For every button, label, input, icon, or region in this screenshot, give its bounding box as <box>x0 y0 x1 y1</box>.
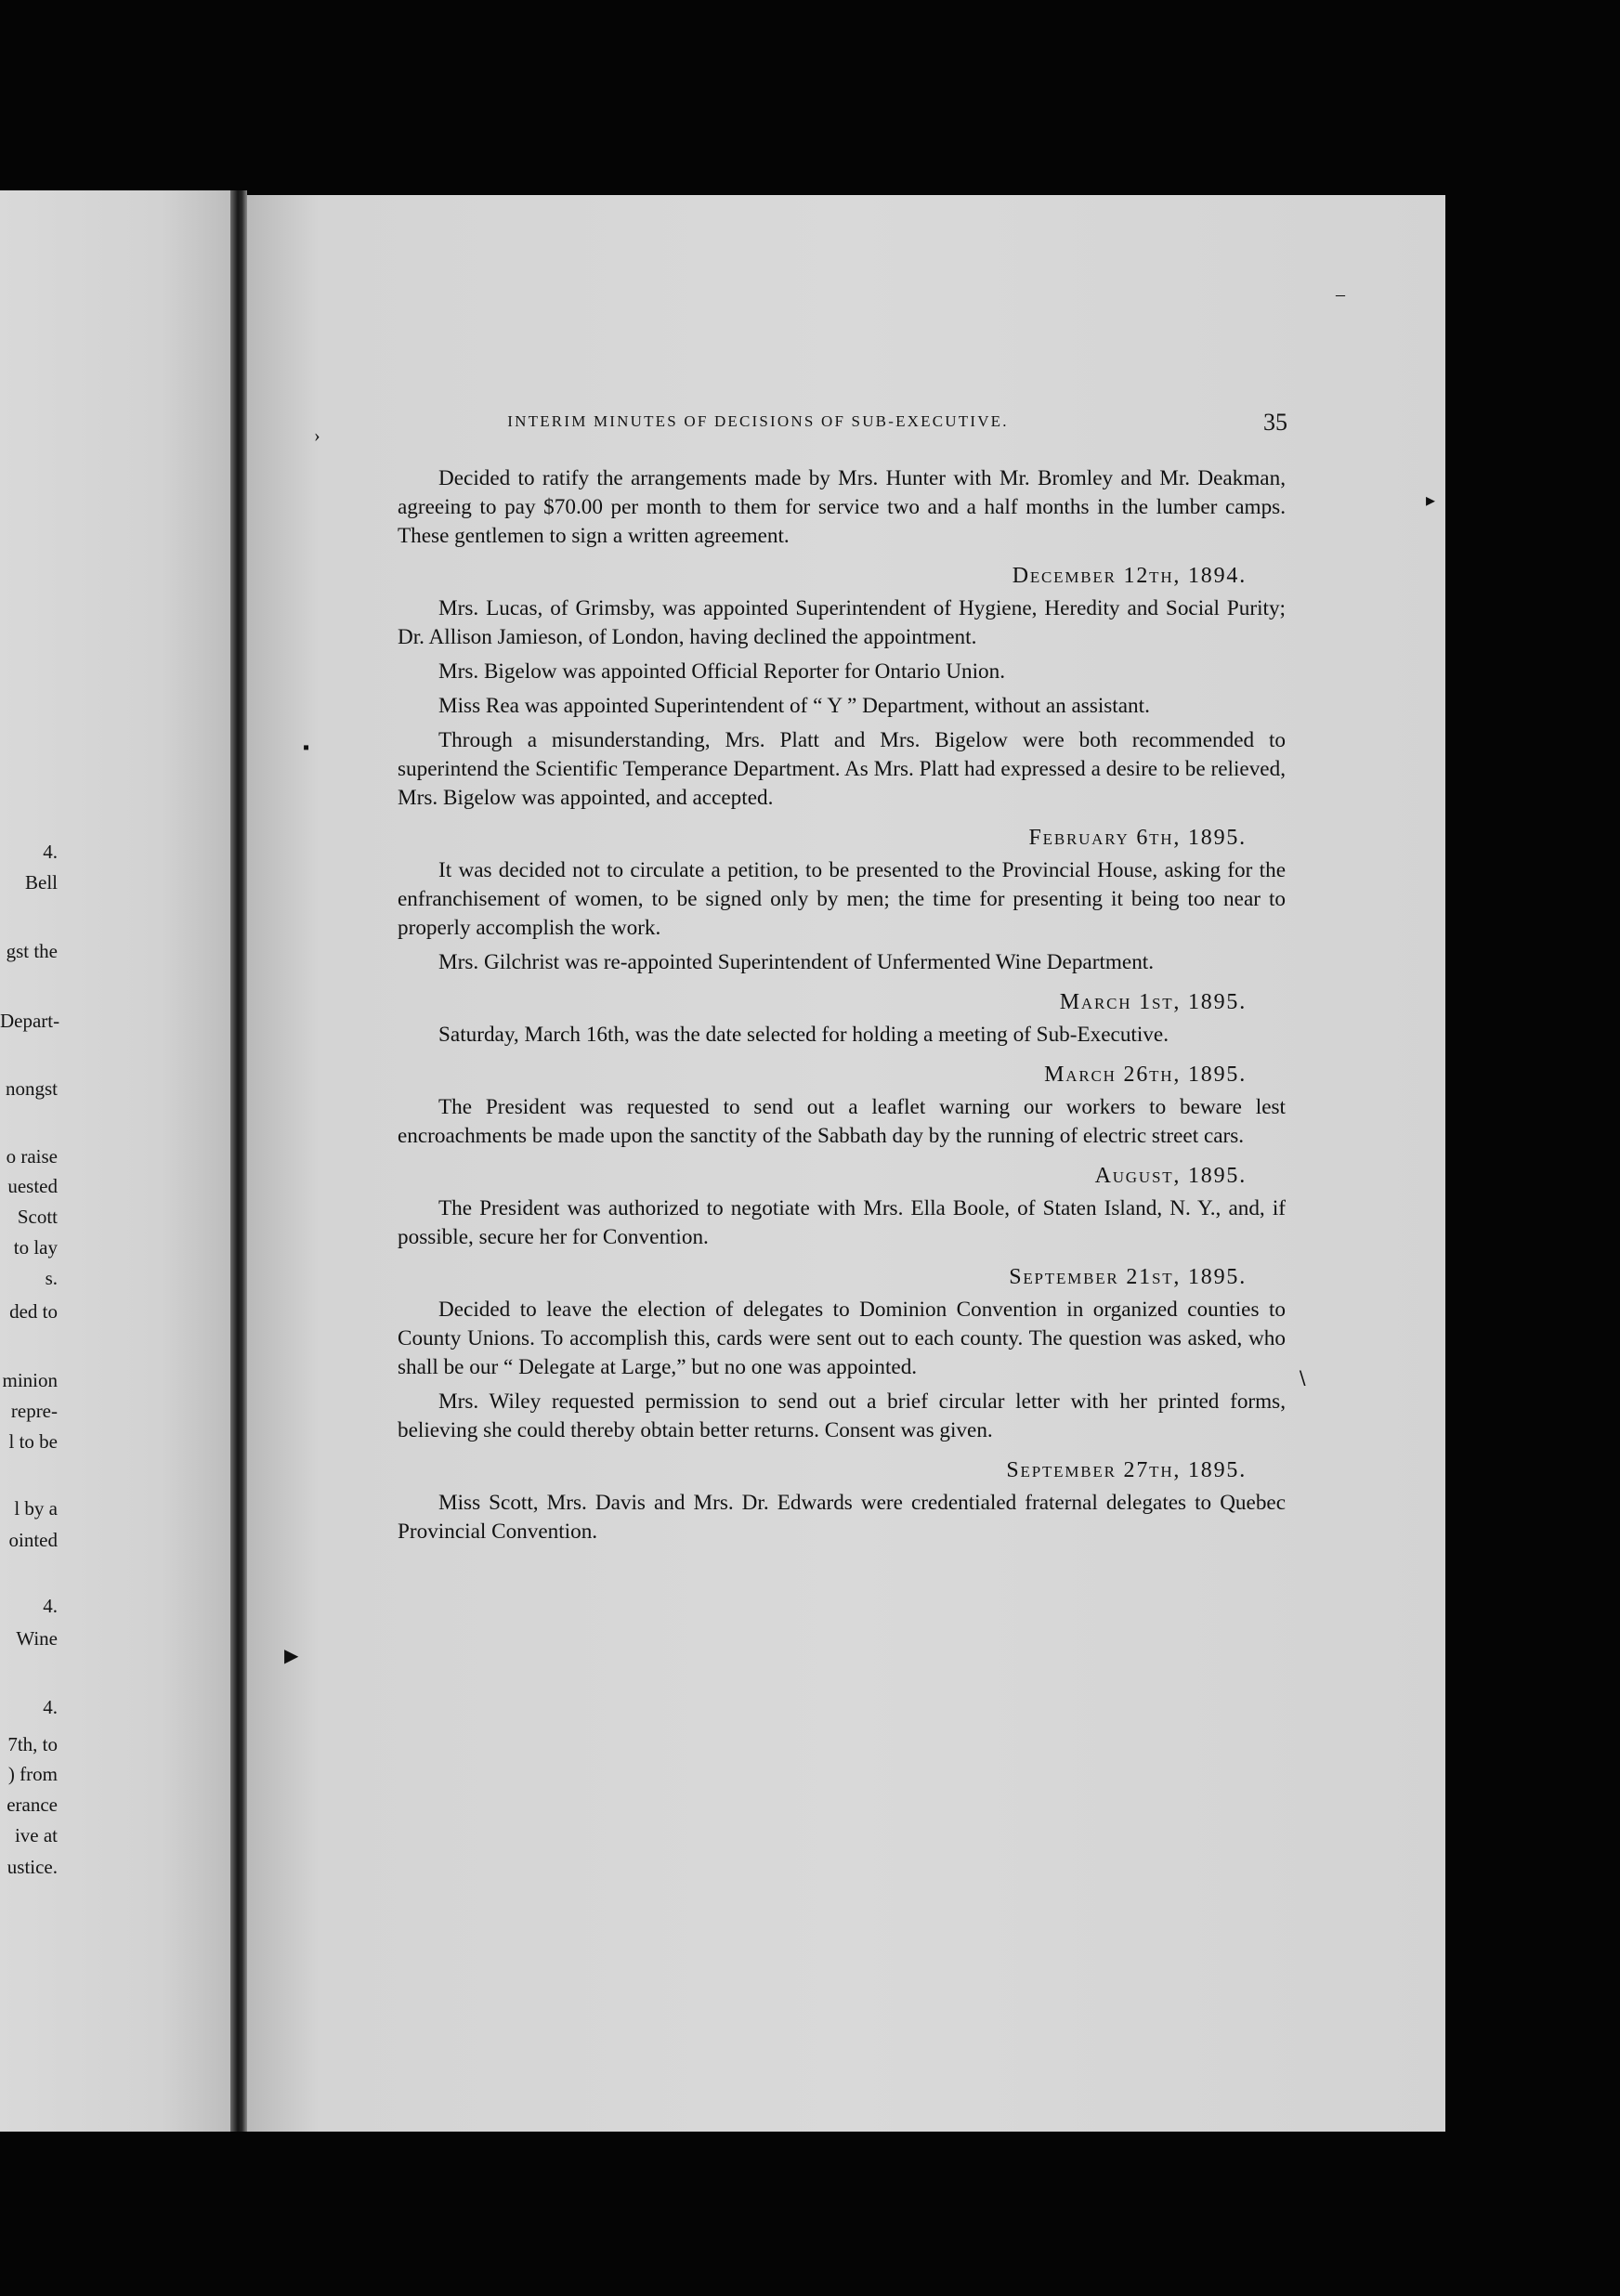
speck-mark: ∖ <box>1296 1369 1308 1389</box>
left-page-fragment: Wine <box>16 1627 58 1650</box>
minutes-entry <box>398 1263 1286 1445</box>
left-page-fragment: nongst <box>5 1077 58 1100</box>
pencil-mark: ‒ <box>1336 284 1345 305</box>
minutes-entry <box>398 1162 1286 1252</box>
left-page-fragment: repre- <box>10 1400 58 1422</box>
left-page-fragment: s. <box>45 1267 58 1289</box>
entry-paragraph: Mrs. Gilchrist was re-appointed Superintendent of Unfermented Wine Department. <box>438 950 1155 974</box>
entry-paragraph: Mrs. Wiley requested permission to send out a brief circular letter with her printed forms, believing she could thereby obtain better returns. Consent was given. <box>398 1389 1286 1442</box>
entry-paragraph: Decided to leave the election of delegates to Dominion Convention in organized counties to County Unions. To accomplish this, cards were sent out to each county. The question was asked, who shall be our “ Delegate at Large,” but no one was appointed. <box>398 1298 1286 1379</box>
left-page-fragment: 7th, to <box>7 1733 58 1755</box>
entry-date: March 1st, 1895. <box>1059 990 1247 1014</box>
left-page-fragment: minion <box>2 1369 58 1391</box>
entry-date: December 12th, 1894. <box>1012 564 1247 588</box>
speck-mark: ▪ <box>303 737 310 758</box>
minutes-entry <box>398 988 1286 1050</box>
entry-paragraph: Through a misunderstanding, Mrs. Platt and Mrs. Bigelow were both recommended to superintend the Scientific Temperance Department. As Mrs. Platt had expressed a desire to be relieved, Mrs. Bigelow was appointed, and accepted. <box>398 728 1286 810</box>
page-header <box>321 409 1287 450</box>
left-page-fragment: 4. <box>43 841 58 863</box>
book-spine <box>230 190 247 2132</box>
left-page-fragment: Bell <box>25 871 58 894</box>
entry-paragraph: The President was authorized to negotiate with Mrs. Ella Boole, of Staten Island, N. Y., and, if possible, secure her for Convention. <box>398 1196 1286 1249</box>
left-page-fragment: ive at <box>14 1824 58 1846</box>
minutes-entry <box>398 464 1286 551</box>
entry-paragraph: Mrs. Lucas, of Grimsby, was appointed Superintendent of Hygiene, Heredity and Social Purity; Dr. Allison Jamieson, of London, having declined the appointment. <box>398 596 1286 649</box>
left-page-fragment: to lay <box>13 1236 58 1259</box>
left-page-fragment: 4. <box>43 1595 58 1617</box>
minutes-entry <box>398 1456 1286 1546</box>
speck-mark: ▶ <box>284 1646 299 1666</box>
entry-paragraph: The President was requested to send out a leaflet warning our workers to beware lest encroachments be made upon the sanctity of the Sabbath day by the running of electric street cars. <box>398 1095 1286 1148</box>
speck-mark: › <box>314 425 320 446</box>
left-page-fragment: Scott <box>17 1206 58 1228</box>
left-page-fragment: erance <box>7 1794 58 1816</box>
entry-date: February 6th, 1895. <box>1028 826 1247 850</box>
left-page-fragment: ustice. <box>7 1856 58 1878</box>
minutes-entry <box>398 562 1286 813</box>
entry-paragraph: Miss Rea was appointed Superintendent of “ Y ” Department, without an assistant. <box>438 694 1150 718</box>
entry-date: March 26th, 1895. <box>1044 1063 1247 1087</box>
left-page-fragment: o raise <box>6 1145 58 1168</box>
left-page-fragment: l to be <box>8 1430 58 1453</box>
page-number: 35 <box>1263 409 1287 436</box>
speck-mark: ▸ <box>1426 490 1436 511</box>
entry-paragraph: Decided to ratify the arrangements made by Mrs. Hunter with Mr. Bromley and Mr. Deakman, agreeing to pay $70.00 per month to them for service two and a half months in the lumber camps. These gentlemen to sign a written agreement. <box>398 466 1286 548</box>
left-page-fragment: ) from <box>7 1763 58 1785</box>
left-page-fragment: l by a <box>14 1497 58 1520</box>
entry-paragraph: Mrs. Bigelow was appointed Official Reporter for Ontario Union. <box>438 659 1006 684</box>
left-page-fragment: 4. <box>43 1696 58 1718</box>
left-page-fragment: Depart- <box>0 1010 60 1032</box>
running-head: INTERIM MINUTES OF DECISIONS OF SUB-EXECUTIVE. <box>507 412 1009 430</box>
entry-date: September 21st, 1895. <box>1009 1265 1247 1289</box>
minutes-entry <box>398 1061 1286 1151</box>
entry-paragraph: Saturday, March 16th, was the date selected for holding a meeting of Sub-Executive. <box>438 1023 1169 1047</box>
entry-paragraph: Miss Scott, Mrs. Davis and Mrs. Dr. Edwards were credentialed fraternal delegates to Quebec Provincial Convention. <box>398 1491 1286 1544</box>
minutes-body <box>398 464 1286 1558</box>
left-page-fragment: ointed <box>8 1529 58 1551</box>
entry-date: September 27th, 1895. <box>1006 1458 1247 1482</box>
minutes-entry <box>398 824 1286 977</box>
left-page-fragment: gst the <box>6 940 58 962</box>
entry-paragraph: It was decided not to circulate a petition, to be presented to the Provincial House, asking for the enfranchisement of women, to be signed only by men; the time for presenting it being too near to properly accomplish the work. <box>398 858 1286 940</box>
left-page-fragment: ded to <box>9 1300 58 1323</box>
left-page-fragment: uested <box>7 1175 58 1197</box>
entry-date: August, 1895. <box>1094 1164 1247 1188</box>
